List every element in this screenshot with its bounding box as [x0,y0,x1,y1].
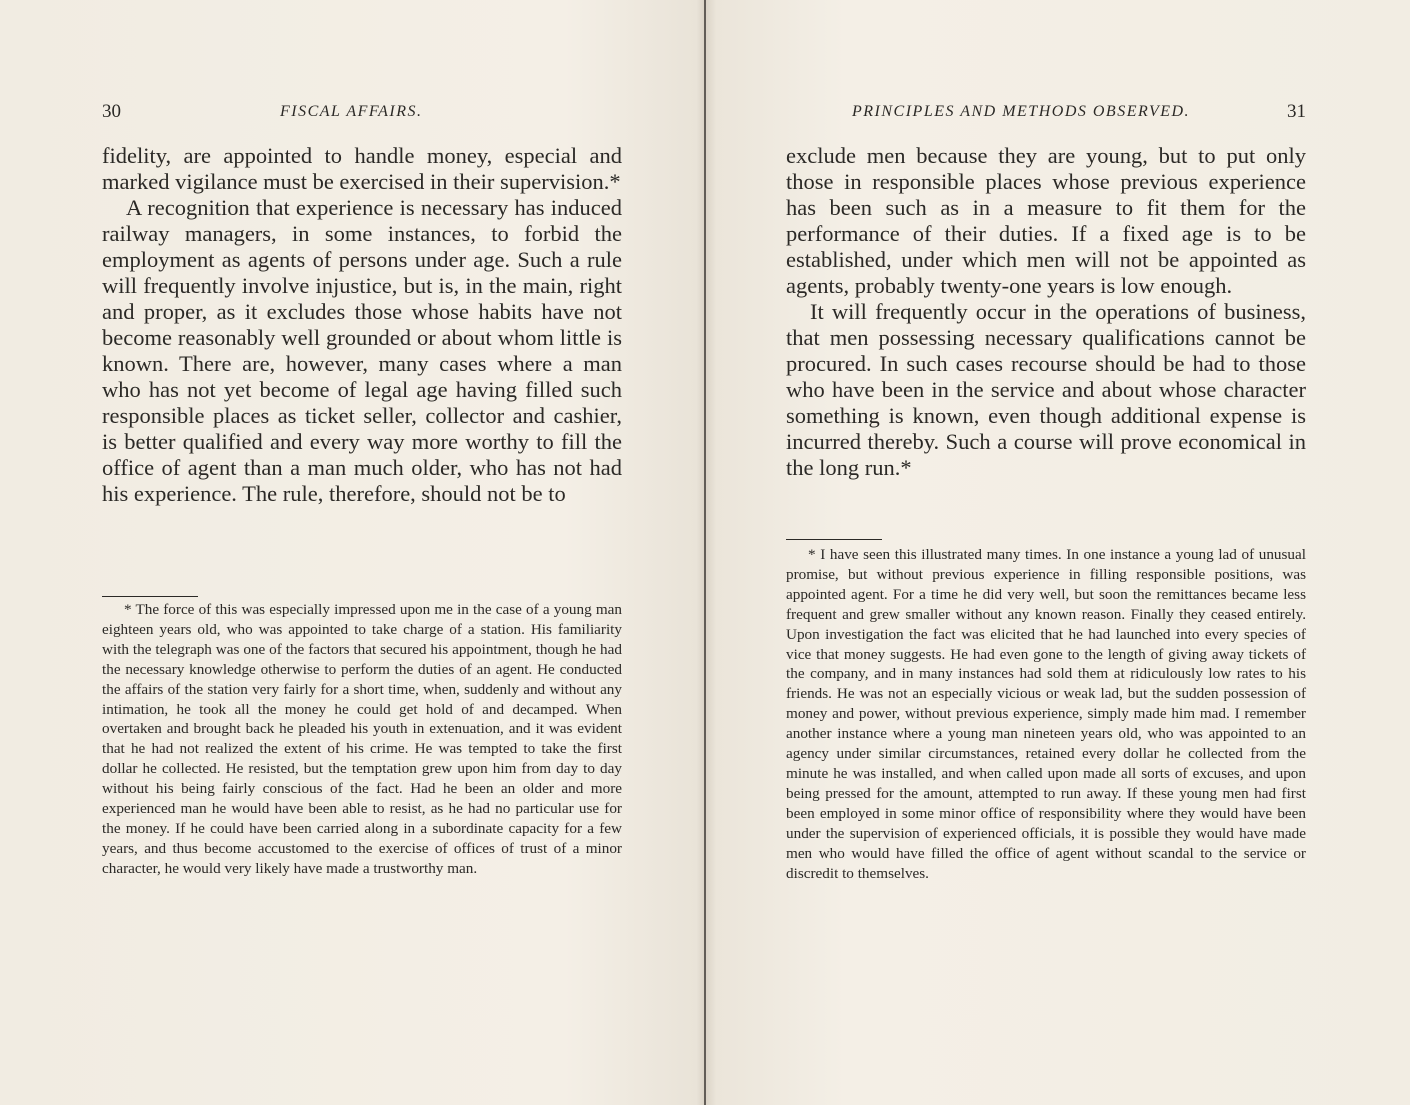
footnote-rule [786,539,882,540]
running-title: PRINCIPLES AND METHODS OBSERVED. [852,103,1191,120]
paragraph: exclude men because they are young, but to put only those in responsible places whose previous experience has been such as in a measure to fit them for the performance of their duties. If a fixed age is to be established, under which men will not be appointed as agents, probably twenty-one years is low enough. [786,143,1306,298]
page-number: 30 [102,101,121,122]
footnote: * The force of this was especially impressed upon me in the case of a young man eighteen years old, who was appointed to take charge of a station. His familiarity with the telegraph was one of the factors that secured his appointment, though he had the necessary knowledge otherwise to perform the duties of an agent. He conducted the affairs of the station very fairly for a short time, when, suddenly and without any intimation, he took all the money he could get hold of and decamped. When overtaken and brought back he pleaded his youth in extenuation, and it was evident that he had not realized the extent of his crime. He was tempted to take the first dollar he collected. He resisted, but the temptation grew upon him from day to day without his being fairly conscious of the fact. Had he been an older and more experienced man he would have been able to resist, as he had no particular use for the money. If he could have been carried along in a subordinate capacity for a few years, and thus become accustomed to the exercise of offices of trust of a minor character, he would very likely have made a trustworthy man. [102,601,622,877]
body-text [786,143,1306,481]
footnote-rule [102,596,198,597]
footnote: * I have seen this illustrated many times. In one instance a young lad of unusual promise, but without previous experience in filling responsible positions, was appointed agent. For a time he did very well, but soon the remittances became less frequent and grew smaller without any known reason. Finally they ceased entirely. Upon investigation the fact was elicited that he had launched into every species of vice that money suggests. He had even gone to the length of giving away tickets of the company, and in many instances had sold them at ridiculously low rates to his friends. He was not an especially vicious or weak lad, but the sudden possession of money and power, without previous experience, simply made him mad. I remember another instance where a young man nineteen years old, who was appointed to an agency under similar circumstances, retained every dollar he collected from the minute he was installed, and when called upon made all sorts of excuses, and upon being pressed for the amount, attempted to run away. If these young men had first been employed in some minor office of responsibility where they would have been under the supervision of experienced officials, it is possible they would have made men who would have filled the office of agent without scandal to the service or discredit to themselves. [786,546,1306,882]
paragraph: It will frequently occur in the operations of business, that men possessing necessary qualifications cannot be procured. In such cases recourse should be had to those who have been in the service and about whose character something is known, even though additional expense is incurred thereby. Such a course will prove economical in the long run.* [786,299,1306,480]
book-gutter [704,0,706,1105]
running-head [786,100,1306,124]
running-head [102,100,622,124]
paragraph: fidelity, are appointed to handle money, especial and marked vigilance must be exercised in their supervision.* [102,143,622,194]
paragraph: A recognition that experience is necessary has induced railway managers, in some instances, to forbid the employment as agents of persons under age. Such a rule will frequently involve injustice, but is, in the main, right and proper, as it excludes those whose habits have not become reasonably well grounded or about whom little is known. There are, however, many cases where a man who has not yet become of legal age having filled such responsible places as ticket seller, collector and cashier, is better qualified and every way more worthy to fill the office of agent than a man much older, who has not had his experience. The rule, therefore, should not be to [102,195,622,506]
page-number: 31 [1287,101,1306,122]
running-title: FISCAL AFFAIRS. [280,103,423,120]
body-text [102,143,622,507]
